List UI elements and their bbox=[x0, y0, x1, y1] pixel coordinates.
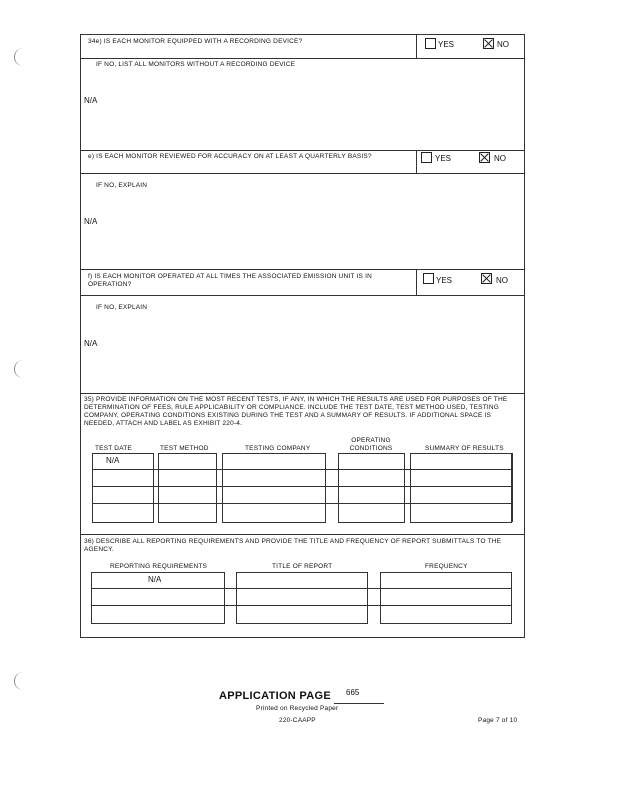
form-bottom-border bbox=[80, 637, 525, 638]
page-number-underline bbox=[334, 703, 384, 704]
column-header: TEST DATE bbox=[95, 445, 132, 452]
column-header: TITLE OF REPORT bbox=[272, 563, 333, 570]
answer-divider bbox=[416, 269, 417, 295]
column-header: FREQUENCY bbox=[425, 563, 468, 570]
form-top-border bbox=[80, 34, 525, 35]
no-label: NO bbox=[496, 276, 508, 285]
answer-divider bbox=[416, 150, 417, 173]
yes-label: YES bbox=[436, 276, 453, 285]
form-code: 220-CAAPP bbox=[279, 717, 316, 724]
table-cell[interactable]: N/A bbox=[106, 456, 120, 465]
yes-checkbox[interactable] bbox=[423, 273, 434, 284]
title-of-report-column bbox=[236, 572, 368, 624]
question-text: f) IS EACH MONITOR OPERATED AT ALL TIMES THE ASSOCIATED EMISSION UNIT IS IN OPERATION? bbox=[88, 273, 372, 288]
no-checkbox[interactable] bbox=[481, 273, 492, 284]
table-row-divider bbox=[91, 605, 511, 606]
footer-title: APPLICATION PAGE bbox=[219, 690, 331, 702]
no-label: NO bbox=[494, 154, 506, 163]
table-row-divider bbox=[92, 486, 512, 487]
row-divider bbox=[80, 295, 525, 296]
row-divider bbox=[80, 58, 525, 59]
yes-checkbox[interactable] bbox=[425, 38, 436, 49]
test-method-column bbox=[158, 453, 217, 523]
question-text: 35) PROVIDE INFORMATION ON THE MOST RECENT TESTS, IF ANY, IN WHICH THE RESULTS ARE USED FOR PURPOSES OF THE DETERMINATION OF FEES, RULE APPLICABILITY OR COMPLIANCE. INCLUDE THE TEST DATE, TEST METHOD USED, TESTING COMPANY, OPERATING CONDITIONS EXISTING DURING THE TEST AND A SUMMARY OF RESULTS. IF ADDITIONAL SPACE IS NEEDED, ATTACH AND LABEL AS EXHIBIT 220-4. bbox=[84, 396, 508, 427]
page-of: Page 7 of 10 bbox=[478, 717, 518, 724]
yes-checkbox[interactable] bbox=[421, 152, 432, 163]
no-label: NO bbox=[497, 40, 509, 49]
page-number: 665 bbox=[346, 688, 360, 697]
table-row-divider bbox=[92, 503, 512, 504]
frequency-column bbox=[380, 572, 512, 624]
row-divider bbox=[80, 173, 525, 174]
section-divider bbox=[80, 393, 525, 394]
section-divider bbox=[80, 534, 525, 535]
operating-conditions-column bbox=[338, 453, 405, 523]
column-header: TESTING COMPANY bbox=[245, 445, 311, 452]
section-divider bbox=[80, 269, 525, 270]
answer-field[interactable]: N/A bbox=[84, 217, 98, 226]
sub-label: IF NO, LIST ALL MONITORS WITHOUT A RECORDING DEVICE bbox=[96, 61, 296, 68]
question-text: e) IS EACH MONITOR REVIEWED FOR ACCURACY ON AT LEAST A QUARTERLY BASIS? bbox=[88, 153, 372, 160]
summary-of-results-column bbox=[410, 453, 512, 523]
column-header: OPERATING CONDITIONS bbox=[349, 437, 393, 452]
question-text: 34e) IS EACH MONITOR EQUIPPED WITH A RECORDING DEVICE? bbox=[88, 38, 303, 45]
binder-hole-mark bbox=[14, 672, 23, 690]
table-row-divider bbox=[92, 469, 512, 470]
test-date-column bbox=[92, 453, 154, 523]
form-left-border bbox=[80, 34, 81, 638]
table-row-divider bbox=[91, 588, 511, 589]
sub-label: IF NO, EXPLAIN bbox=[96, 304, 148, 311]
column-header: SUMMARY OF RESULTS bbox=[425, 445, 504, 452]
answer-field[interactable]: N/A bbox=[84, 96, 98, 105]
section-divider bbox=[80, 150, 525, 151]
table-cell[interactable]: N/A bbox=[148, 575, 162, 584]
yes-label: YES bbox=[435, 154, 452, 163]
answer-divider bbox=[416, 34, 417, 58]
yes-label: YES bbox=[438, 40, 455, 49]
sub-label: IF NO, EXPLAIN bbox=[96, 182, 148, 189]
printed-notice: Printed on Recycled Paper bbox=[256, 705, 339, 712]
column-edge bbox=[512, 453, 513, 522]
form-right-border bbox=[524, 34, 525, 638]
answer-field[interactable]: N/A bbox=[84, 339, 98, 348]
no-checkbox[interactable] bbox=[479, 152, 490, 163]
no-checkbox[interactable] bbox=[483, 38, 494, 49]
testing-company-column bbox=[222, 453, 326, 523]
column-header: REPORTING REQUIREMENTS bbox=[110, 563, 208, 570]
binder-hole-mark bbox=[14, 48, 23, 66]
binder-hole-mark bbox=[14, 360, 23, 378]
column-header: TEST METHOD bbox=[160, 445, 209, 452]
question-text: 36) DESCRIBE ALL REPORTING REQUIREMENTS AND PROVIDE THE TITLE AND FREQUENCY OF REPORT SUBMITTALS TO THE AGENCY. bbox=[84, 538, 502, 553]
